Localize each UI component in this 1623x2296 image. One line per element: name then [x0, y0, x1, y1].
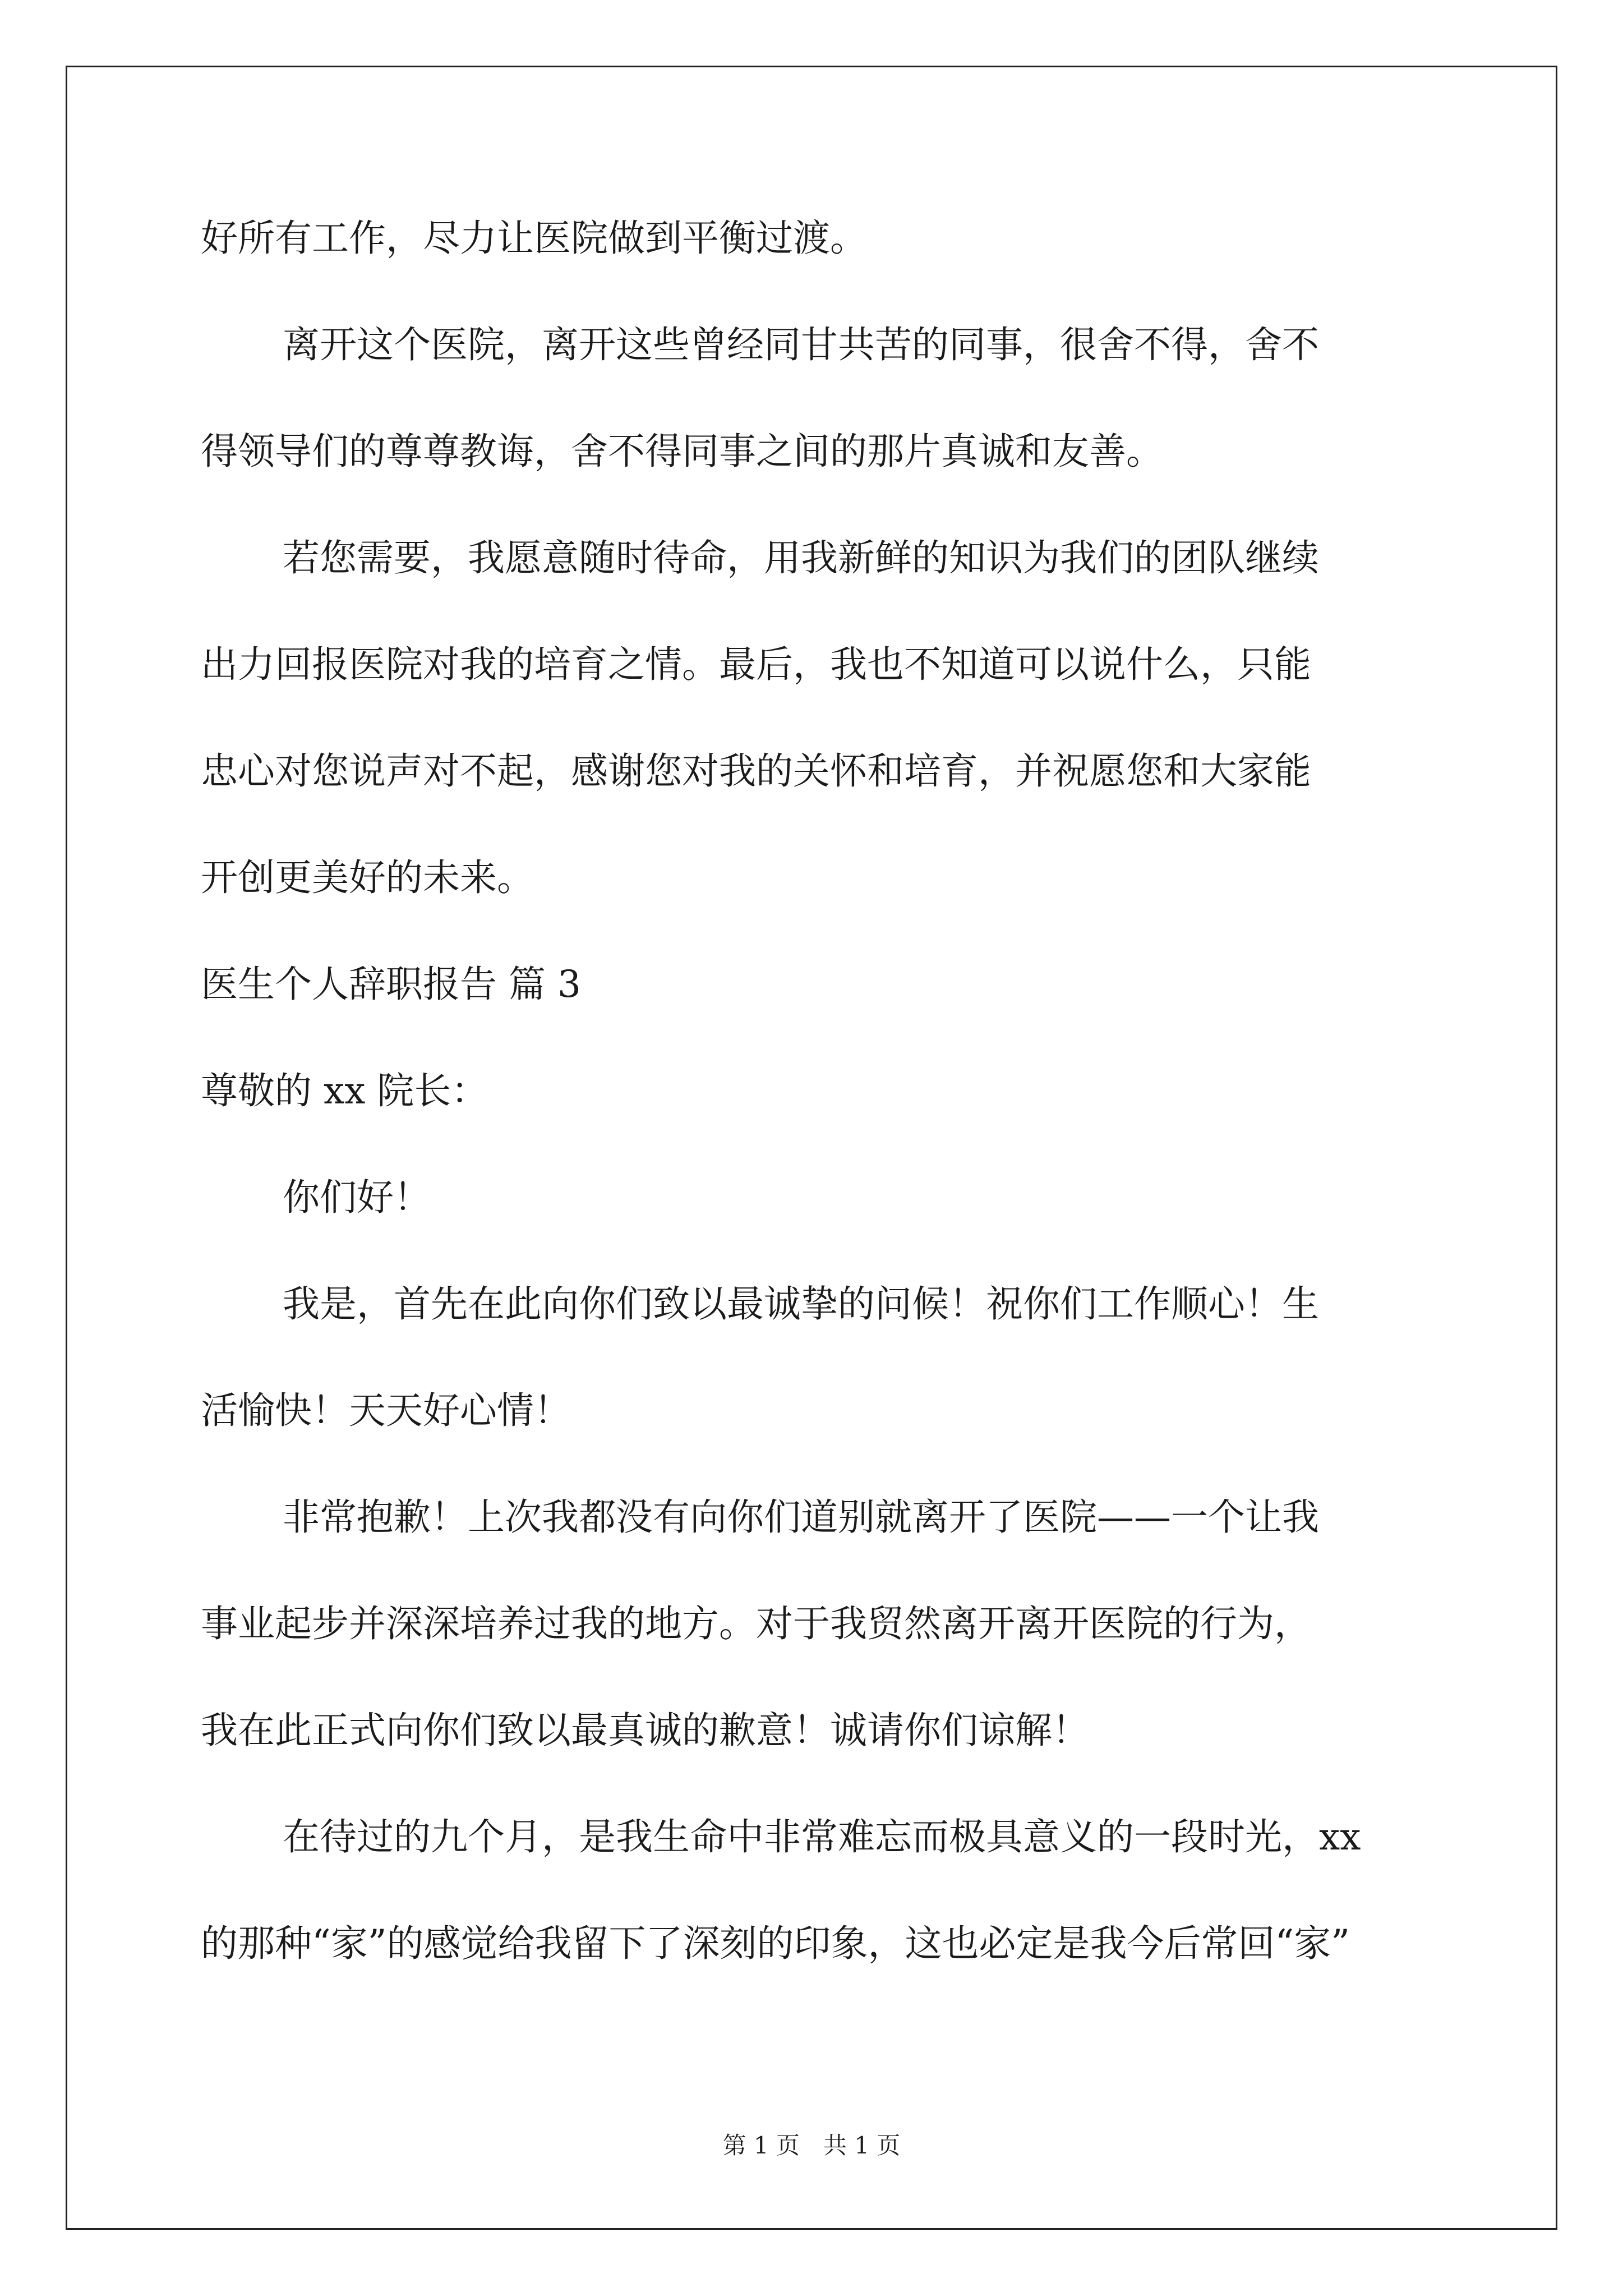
- salutation: 尊敬的 xx 院长：: [201, 1069, 488, 1112]
- text-line-15: 我在此正式向你们致以最真诚的歉意！诚请你们谅解！: [201, 1709, 1089, 1752]
- text-line-13: 非常抱歉！上次我都没有向你们道别就离开了医院——一个让我: [283, 1496, 1319, 1539]
- text-line-11: 我是，首先在此向你们致以最诚挚的问候！祝你们工作顺心！生: [283, 1282, 1319, 1326]
- page-footer: 第 1 页 共 1 页: [722, 2132, 901, 2159]
- text-line-5: 出力回报医院对我的培育之情。最后，我也不知道可以说什么，只能: [201, 643, 1311, 686]
- text-line-3: 得领导们的尊尊教诲，舍不得同事之间的那片真诚和友善。: [201, 430, 1163, 473]
- text-line-12: 活愉快！天天好心情！: [201, 1389, 571, 1432]
- text-line-6: 忠心对您说声对不起，感谢您对我的关怀和培育，并祝愿您和大家能: [201, 749, 1311, 793]
- text-line-7: 开创更美好的未来。: [201, 856, 534, 899]
- text-line-14: 事业起步并深深培养过我的地方。对于我贸然离开离开医院的行为，: [201, 1602, 1311, 1645]
- text-line-16: 在待过的九个月，是我生命中非常难忘而极具意义的一段时光，xx: [283, 1815, 1361, 1858]
- text-line-1: 好所有工作，尽力让医院做到平衡过渡。: [201, 217, 867, 260]
- page-border: [66, 66, 1557, 2230]
- text-line-4: 若您需要，我愿意随时待命，用我新鲜的知识为我们的团队继续: [283, 536, 1319, 579]
- greeting: 你们好！: [283, 1176, 431, 1219]
- section-heading: 医生个人辞职报告 篇 3: [201, 963, 581, 1006]
- text-line-17: 的那种“家”的感觉给我留下了深刻的印象，这也必定是我今后常回“家”: [201, 1922, 1350, 1965]
- text-line-2: 离开这个医院，离开这些曾经同甘共苦的同事，很舍不得，舍不: [283, 323, 1319, 366]
